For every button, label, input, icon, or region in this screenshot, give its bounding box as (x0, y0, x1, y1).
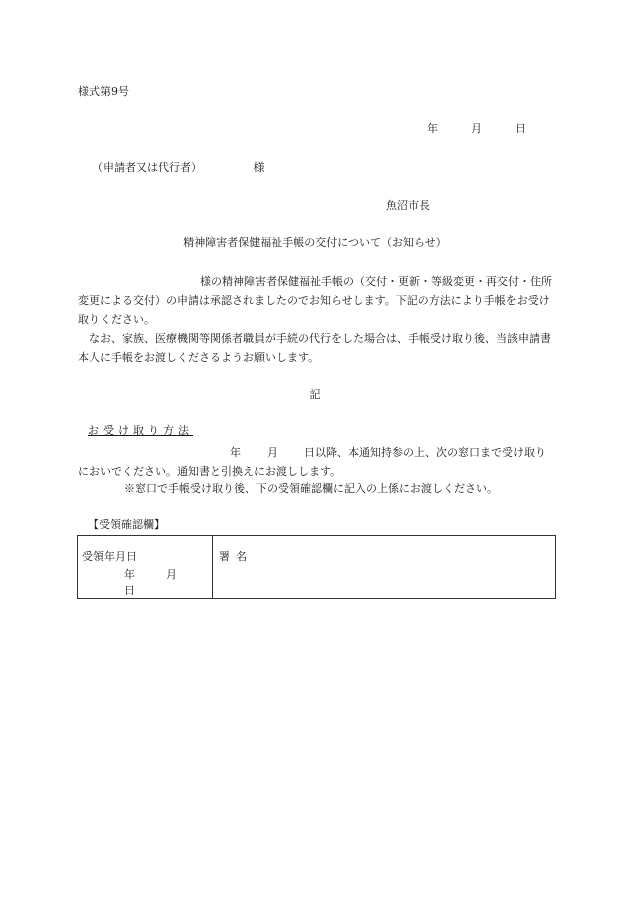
receipt-month: 月 (166, 568, 177, 581)
document-title: 精神障害者保健福祉手帳の交付について（お知らせ） (183, 236, 447, 249)
paragraph-approval-text: 様の精神障害者保健福祉手帳の（交付・更新・等級変更・再交付・住所変更による交付）の申請は承認されましたのでお知らせします。下記の方法により手帳をお受け取りください。 (78, 275, 552, 326)
receipt-day: 日 (124, 584, 135, 597)
receipt-date-label: 受領年月日 (82, 550, 137, 563)
ki-heading: 記 (309, 388, 321, 401)
addressee-label: （申請者又は代行者） (92, 161, 202, 174)
receipt-signature-label: 署名 (219, 550, 253, 563)
issue-date-year: 年 (427, 122, 438, 135)
receipt-signature-cell (213, 536, 556, 599)
receipt-date-fields (78, 564, 212, 598)
issue-date-month: 月 (471, 122, 482, 135)
addressee-honorific: 様 (253, 161, 265, 174)
receipt-heading: 【受領確認欄】 (88, 518, 165, 531)
receipt-table (77, 535, 556, 599)
sender: 魚沼市長 (386, 199, 430, 212)
method-heading: お受け取り方法 (88, 424, 193, 437)
method-year: 年 (230, 446, 241, 459)
issue-date-day: 日 (515, 122, 526, 135)
receipt-date-cell (78, 536, 213, 599)
method-month: 月 (267, 446, 278, 459)
addressee (92, 161, 265, 175)
paragraph-approval (78, 272, 552, 329)
method-body (78, 443, 552, 481)
receipt-year: 年 (124, 568, 135, 581)
form-number: 様式第9号 (78, 85, 129, 98)
issue-date (427, 122, 526, 136)
paragraph-proxy-note: なお、家族、医療機関等関係者職員が手続の代行をした場合は、手帳受け取り後、当該申請書本人に手帳をお渡しくださるようお願いします。 (78, 332, 551, 364)
method-body-text: 日以降、本通知持参の上、次の窓口まで受け取りにおいでください。通知書と引換えにお渡しします。 (78, 446, 546, 478)
method-note: ※窓口で手帳受け取り後、下の受領確認欄に記入の上係にお渡しください。 (124, 482, 498, 495)
